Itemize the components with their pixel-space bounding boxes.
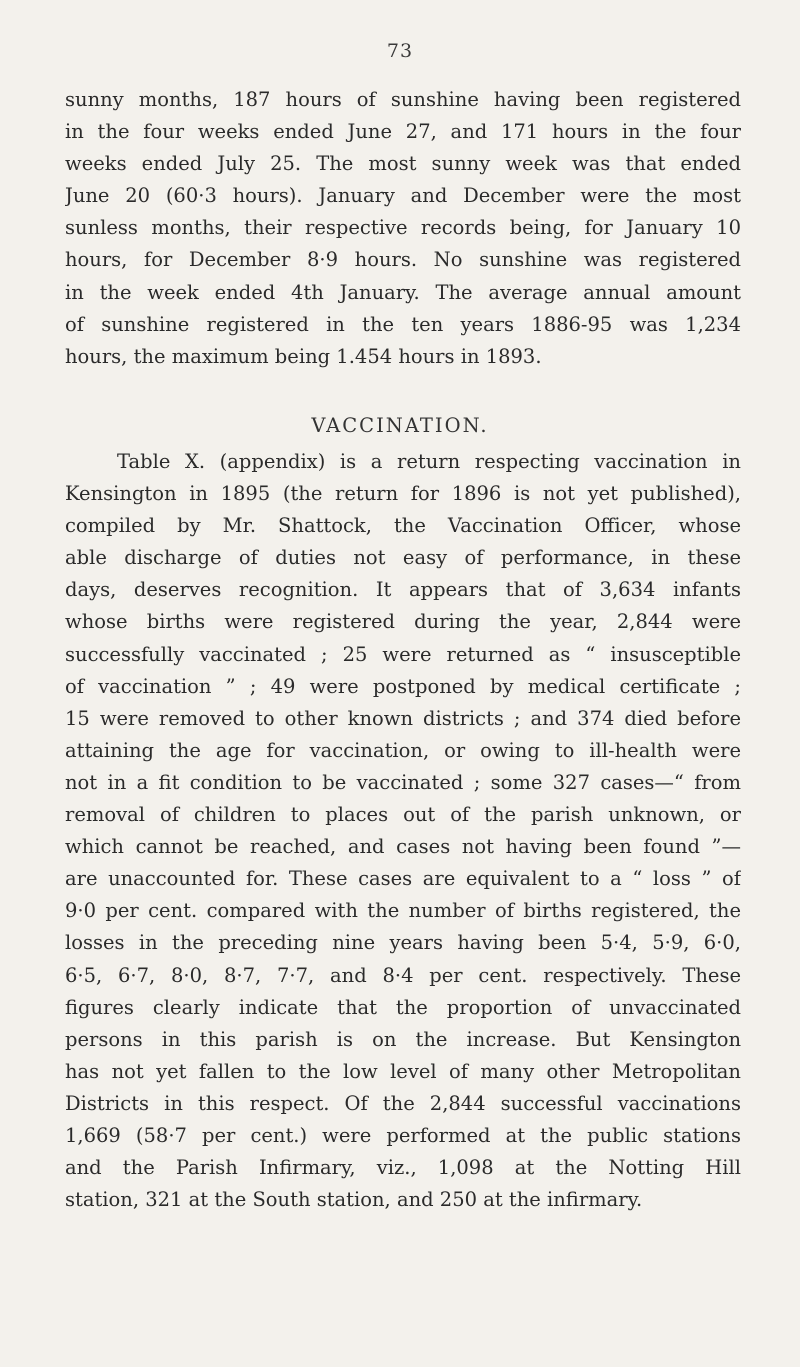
text-line: Districts in this respect. Of the 2,844 successful vaccinations — [65, 1091, 741, 1115]
text-line: in the week ended 4th January. The average annual amount — [65, 280, 741, 304]
text-line: which cannot be reached, and cases not having been found ”— — [65, 835, 741, 859]
text-line: 6·5, 6·7, 8·0, 8·7, 7·7, and 8·4 per cent. respectively. These — [65, 963, 741, 987]
section-heading: VACCINATION. — [311, 414, 489, 437]
text-line: compiled by Mr. Shattock, the Vaccination Officer, whose — [65, 514, 741, 538]
text-line: in the four weeks ended June 27, and 171 hours in the four — [65, 120, 741, 144]
text-line: of sunshine registered in the ten years 1886-95 was 1,234 — [65, 312, 741, 336]
text-line: attaining the age for vaccination, or owing to ill-health were — [65, 738, 741, 762]
text-line: and the Parish Infirmary, viz., 1,098 at the Notting Hill — [65, 1156, 741, 1180]
text-line: hours, for December 8·9 hours. No sunshine was registered — [65, 248, 741, 272]
sunshine-paragraph — [65, 84, 741, 373]
vaccination-paragraph — [65, 446, 741, 1216]
text-line: 15 were removed to other known districts ; and 374 died before — [65, 706, 741, 730]
text-line: Kensington in 1895 (the return for 1896 is not yet published), — [65, 482, 741, 506]
text-line: has not yet fallen to the low level of many other Metropolitan — [65, 1059, 741, 1083]
text-line: removal of children to places out of the parish unknown, or — [65, 803, 741, 827]
text-line: June 20 (60·3 hours). January and December were the most — [65, 184, 741, 208]
text-line: losses in the preceding nine years having been 5·4, 5·9, 6·0, — [65, 931, 741, 955]
text-line: of vaccination ” ; 49 were postponed by medical certificate ; — [65, 674, 741, 698]
text-line: figures clearly indicate that the proportion of unvaccinated — [65, 995, 741, 1019]
text-line: 1,669 (58·7 per cent.) were performed at the public stations — [65, 1123, 741, 1147]
text-line: hours, the maximum being 1.454 hours in 1893. — [65, 344, 542, 368]
text-line: successfully vaccinated ; 25 were returned as “ insusceptible — [65, 642, 741, 666]
text-line: days, deserves recognition. It appears that of 3,634 infants — [65, 578, 741, 602]
text-line: Table X. (appendix) is a return respecting vaccination in — [117, 450, 741, 473]
text-line: sunless months, their respective records being, for January 10 — [65, 216, 741, 240]
text-line: whose births were registered during the year, 2,844 were — [65, 610, 741, 634]
text-line: weeks ended July 25. The most sunny week was that ended — [65, 152, 741, 176]
text-line: sunny months, 187 hours of sunshine having been registered — [65, 88, 741, 111]
text-line: able discharge of duties not easy of performance, in these — [65, 546, 741, 570]
text-line: 9·0 per cent. compared with the number of births registered, the — [65, 899, 741, 923]
text-line: persons in this parish is on the increase. But Kensington — [65, 1027, 741, 1051]
text-line: not in a fit condition to be vaccinated ; some 327 cases—“ from — [65, 770, 741, 794]
page-number: 73 — [386, 40, 414, 62]
text-line: station, 321 at the South station, and 250 at the infirmary. — [65, 1188, 643, 1212]
text-line: are unaccounted for. These cases are equivalent to a “ loss ” of — [65, 867, 741, 891]
